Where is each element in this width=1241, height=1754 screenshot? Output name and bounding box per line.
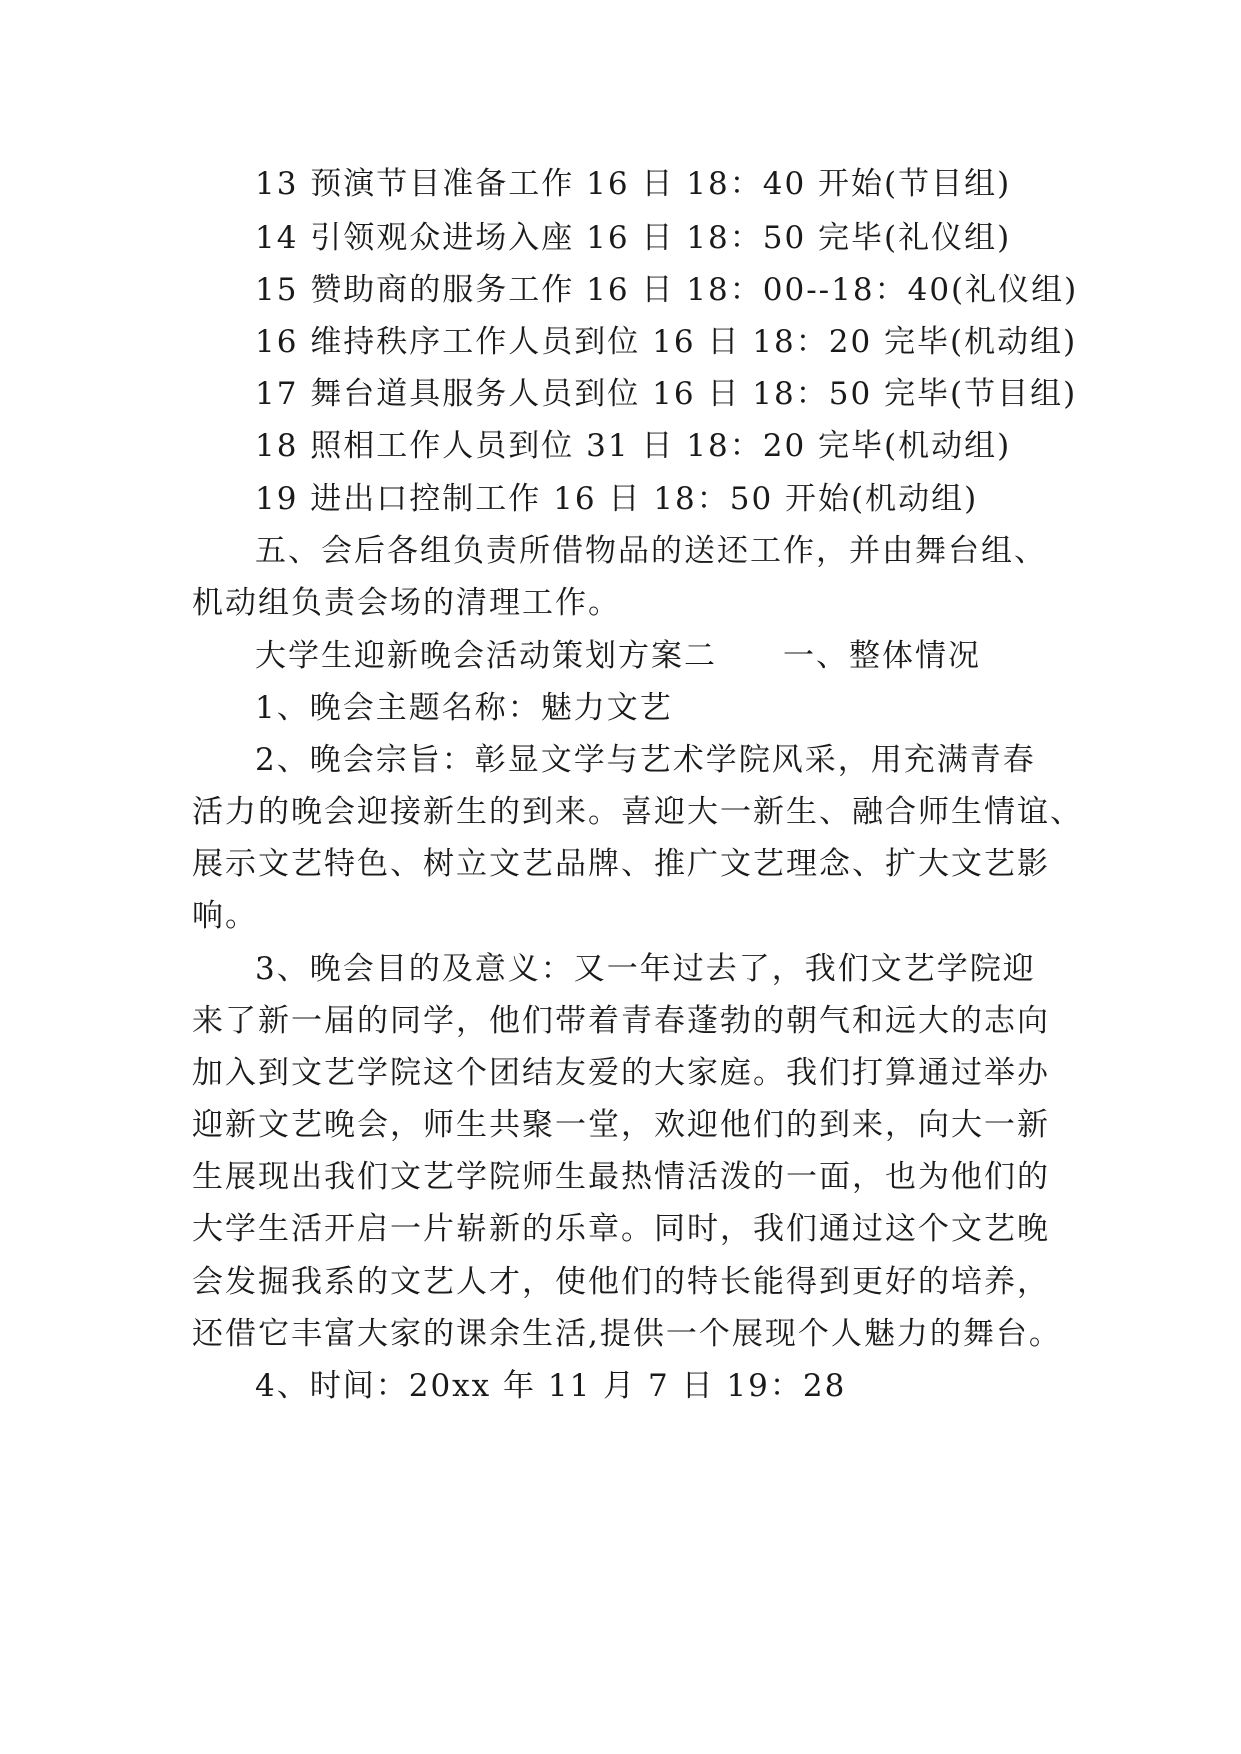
- goal-paragraph: 3、晚会目的及意义：又一年过去了，我们文艺学院迎: [255, 951, 1036, 987]
- goal-paragraph-cont: 生展现出我们文艺学院师生最热情活泼的一面，也为他们的: [192, 1159, 1050, 1195]
- goal-paragraph-cont: 大学生活开启一片崭新的乐章。同时，我们通过这个文艺晚: [192, 1211, 1050, 1247]
- plan-two-heading: 大学生迎新晚会活动策划方案二 一、整体情况: [255, 638, 981, 674]
- schedule-item-15: 15 赞助商的服务工作 16 日 18：00--18：40(礼仪组): [255, 272, 1079, 308]
- theme-name: 1、晚会主题名称：魅力文艺: [255, 690, 673, 726]
- goal-paragraph-cont: 会发掘我系的文艺人才，使他们的特长能得到更好的培养，: [192, 1264, 1050, 1300]
- schedule-item-17: 17 舞台道具服务人员到位 16 日 18：50 完毕(节目组): [255, 376, 1078, 412]
- section-five-paragraph-cont: 机动组负责会场的清理工作。: [192, 585, 621, 621]
- goal-paragraph-cont: 还借它丰富大家的课余生活,提供一个展现个人魅力的舞台。: [192, 1316, 1062, 1352]
- schedule-item-14: 14 引领观众进场入座 16 日 18：50 完毕(礼仪组): [255, 220, 1012, 256]
- goal-paragraph-cont: 加入到文艺学院这个团结友爱的大家庭。我们打算通过举办: [192, 1055, 1050, 1091]
- event-time: 4、时间：20xx 年 11 月 7 日 19：28: [255, 1368, 847, 1404]
- section-five-paragraph: 五、会后各组负责所借物品的送还工作，并由舞台组、: [255, 533, 1047, 569]
- purpose-paragraph: 2、晚会宗旨：彰显文学与艺术学院风采，用充满青春: [255, 742, 1036, 778]
- schedule-item-18: 18 照相工作人员到位 31 日 18：20 完毕(机动组): [255, 428, 1012, 464]
- schedule-item-19: 19 进出口控制工作 16 日 18：50 开始(机动组): [255, 481, 979, 517]
- goal-paragraph-cont: 来了新一届的同学，他们带着青春蓬勃的朝气和远大的志向: [192, 1003, 1050, 1039]
- purpose-paragraph-cont: 展示文艺特色、树立文艺品牌、推广文艺理念、扩大文艺影: [192, 846, 1050, 882]
- goal-paragraph-cont: 迎新文艺晚会，师生共聚一堂，欢迎他们的到来，向大一新: [192, 1107, 1050, 1143]
- schedule-item-16: 16 维持秩序工作人员到位 16 日 18：20 完毕(机动组): [255, 324, 1078, 360]
- purpose-paragraph-cont: 响。: [192, 898, 258, 934]
- purpose-paragraph-cont: 活力的晚会迎接新生的到来。喜迎大一新生、融合师生情谊、: [192, 794, 1083, 830]
- schedule-item-13: 13 预演节目准备工作 16 日 18：40 开始(节目组): [255, 166, 1012, 202]
